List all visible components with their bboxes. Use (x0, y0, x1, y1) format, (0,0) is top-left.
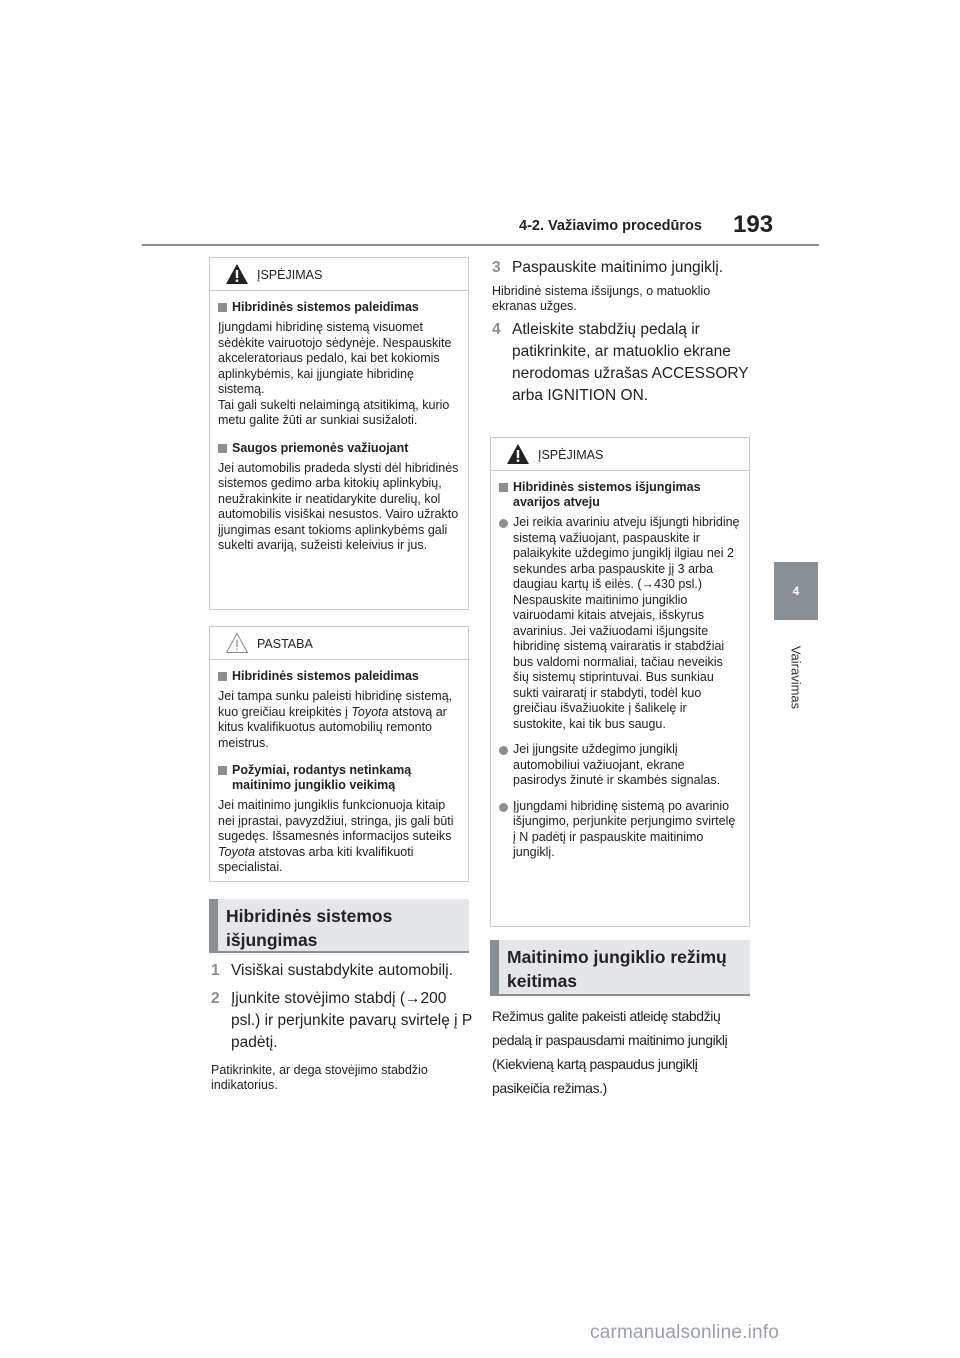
bullet-item: Jei reikia avariniu atveju išjungti hibridinę sistemą važiuojant, paspauskite ir palaikykite uždegimo jungiklį ilgiau nei 2 sekundes arba paspauskite jį 3 arba daugiau kartų iš eilės. (→430 psl.) Nespauskite maitinimo jungiklio vairuodami kitais atvejais, išskyrus avarinius. Jei važiuodami išjungsite hibridinę sistemą vairaratis ir stabdžiai bus valdomi normaliai, tačiau neveikis šių sistemų stiprintuvai. Bus sunkiau sukti vairaratį ir stabdyti, todėl kuo greičiau išvažiuokite į šalikelę ir sustokite, kai tik bus saugu. (499, 515, 741, 732)
section-text (218, 798, 460, 876)
section-heading: Hibridinės sistemos išjungimas avarijos atveju (499, 480, 741, 510)
text-fragment: atstovas arba kiti kvalifikuoti specialistai. (218, 844, 414, 874)
warning-title: ĮSPĖJIMAS (538, 448, 604, 462)
warning-title: ĮSPĖJIMAS (257, 268, 323, 282)
warning-icon (225, 263, 249, 285)
watermark-text: carmanualsonline.info (590, 1322, 780, 1343)
warning-box-emergency (490, 437, 750, 927)
section-heading: Hibridinės sistemos paleidimas (218, 300, 460, 315)
bullet-item: Įjungdami hibridinę sistemą po avarinio išjungimo, perjunkite perjungimo svirtelę į N padėtį ir paspauskite maitinimo jungiklį. (499, 799, 741, 861)
step-text: Paspauskite maitinimo jungiklį. (512, 259, 724, 276)
step-text: Visiškai sustabdykite automobilį. (231, 962, 453, 979)
section-heading: Hibridinės sistemos paleidimas (218, 669, 460, 684)
warning-box-startup (209, 257, 469, 610)
note-box-header (210, 627, 468, 660)
text-fragment: Jei maitinimo jungiklis funkcionuoja kitaip nei įprastai, pavyzdžiui, stringa, jis gali būti sugedęs. Išsamesnės informacijos suteiks (218, 798, 454, 843)
text-fragment: Jei tampa sunku paleisti hibridinę sistemą, kuo greičiau kreipkitės į (218, 689, 453, 719)
header-divider (142, 244, 819, 246)
chapter-title: 4-2. Važiavimo procedūros (519, 218, 702, 234)
chapter-side-label: Vairavimas (788, 645, 804, 710)
info-note: Hibridinė sistema išsijungs, o matuoklio ekranas užges. (492, 284, 711, 313)
step-number: 1 (211, 962, 220, 979)
warning-icon (506, 443, 530, 465)
section-title-line: išjungimas (226, 930, 318, 950)
section-title-shutdown (209, 899, 469, 953)
section-title-modes (490, 940, 750, 996)
note-title: PASTABA (257, 637, 313, 651)
step-number: 3 (492, 259, 501, 276)
brand-name: Toyota (351, 704, 389, 719)
step-number: 2 (211, 990, 220, 1007)
info-note: Patikrinkite, ar dega stovėjimo stabdžio indikatorius. (211, 1063, 428, 1092)
chapter-tab-number: 4 (792, 584, 800, 598)
brand-name: Toyota (218, 844, 256, 859)
section-text: Įjungdami hibridinę sistemą visuomet sėdėkite vairuotojo sėdynėje. Nespauskite akceleratoriaus pedalo, kai bet kokiomis aplinkybėmis, kai įjungiate hibridinę sistemą. Tai gali sukelti nelaimingą atsitikimą, kurio metu galite žūti ar sunkiai susižaloti. (218, 320, 452, 427)
text-fragment: atstovą ar kitus kvalifikuotus automobilių remonto meistrus. (218, 704, 447, 750)
step-text: Įjunkite stovėjimo stabdį (→200 psl.) ir perjunkite pavarų svirtelę į P padėtį. (231, 990, 472, 1051)
step-3 (492, 257, 752, 279)
section-heading: Požymiai, rodantys netinkamą maitinimo jungiklio veikimą (218, 763, 460, 793)
section-title-line: Hibridinės sistemos (226, 906, 393, 926)
warning-box-header (210, 258, 468, 291)
step-text: Atleiskite stabdžių pedalą ir patikrinkite, ar matuoklio ekrane nerodomas užrašas ACCESSORY arba IGNITION ON. (512, 321, 749, 404)
warning-box-header (491, 438, 749, 471)
section-title-line: keitimas (507, 971, 578, 991)
caution-outline-icon (225, 632, 249, 654)
step-2 (211, 988, 473, 1054)
section-text (218, 689, 460, 751)
step-1 (211, 960, 471, 982)
bullet-item: Jei įjungsite uždegimo jungiklį automobiliui važiuojant, ekrane pasirodys žinutė ir skambės signalas. (499, 742, 741, 789)
note-box (209, 626, 469, 882)
section-body-modes: Režimus galite pakeisti atleidę stabdžių pedalą ir paspausdami maitinimo jungiklį (Kiekvieną kartą paspaudus jungiklį pasikeičia režimas.) (492, 1008, 728, 1096)
chapter-tab (774, 562, 818, 620)
step-number: 4 (492, 321, 501, 338)
section-heading: Saugos priemonės važiuojant (218, 441, 460, 456)
step-4 (492, 319, 752, 407)
section-text: Jei automobilis pradeda slysti dėl hibridinės sistemos gedimo arba kitokių aplinkybių, neužrakinkite ir neatidarykite durelių, kol automobilis visiškai nesustos. Vairo užrakto įjungimas esant tokioms aplinkybėms gali sukelti avariją, sužeisti keleivius ir jus. (218, 460, 459, 552)
page-number: 193 (733, 211, 774, 238)
section-title-line: Maitinimo jungiklio režimų (507, 947, 727, 967)
